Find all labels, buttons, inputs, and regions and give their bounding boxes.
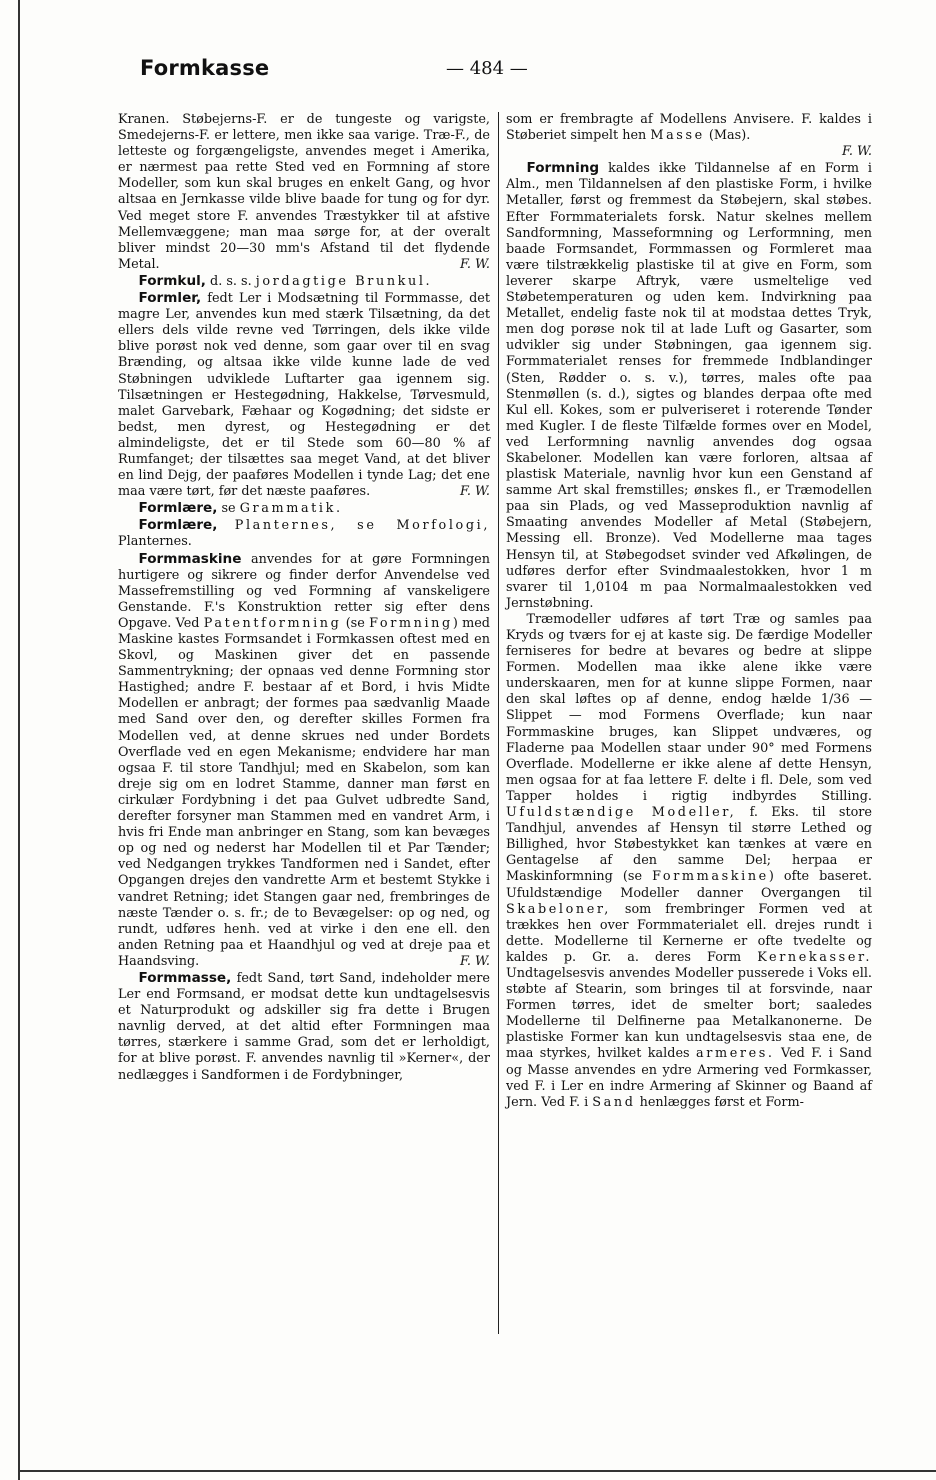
- headword: Formkul,: [138, 272, 206, 289]
- headword: Formlære,: [138, 517, 218, 534]
- entry-text: anvendes for at gøre Formningen hurtigere og sikrere og finder derfor Anvendelse ved Massefremstilling og ved Formning af vanskeligere Genstande. F.'s Konstruktion retter sig efter dens Opgave. Ved: [118, 551, 491, 631]
- entry-text: Ved F. i Sand og Masse anvendes en ydre Armering ved Formkasser, ved F. i Ler en indre Armering af Skinner og Baand af Jern. Ved F. i: [506, 1046, 872, 1110]
- entry-text: kaldes ikke Tildannelse af en Form i Alm., men Tildannelsen af den plastiske Form, i hvilke Metaller, først og fremmest da Støbejern, skal støbes. Efter Formmaterialets forsk. Natur skelnes mellem Sandformning, Masseformning og Lerformning, men baade Formsandet, Formmassen og Formleret maa være tilstrækkelig plastiske til at give en Form, som leverer skarpe Aftryk, være usmeltelige ved Støbetemperaturen og uden kem. Indvirkning paa Metallet, endelig faste nok til at modstaa dettes Tryk, men dog porøse nok til at lade Luft og Gasarter, som udvikler sig under Støbningen, gaa igennem sig. Formmaterialet renses for fremmede Indblandinger (Sten, Rødder o. s. v.), tørres, males ofte paa Stenmøllen (s. d.), sigtes og blandes derpaa ofte med Kul ell. Kokes, som er pulveriseret i roterende Tønder med Kugler. I de fleste Tilfælde formes over en Model, ved Lerformning navnlig anvendes dog ogsaa Skabeloner. Modellen kan være forloren, altsaa af plastisk Materiale, navnlig hvor kun een Genstand af samme Art skal fremstilles; ønskes fl., er Træmodellen paa sin Plads, og ved Masseproduktion navnlig af Smaating anvendes Modeller af Metal (Støbejern, Messing ell. Bronze). Ved Modellerne maa tages Hensyn til, at Støbegodset svinder ved Afkølingen, de udføres derfor efter Svindmaalestokken, hvor 1 m svarer til 1,0104 m paa Normalmaalestokken ved Jernstøbning.: [506, 161, 872, 611]
- entry-text: Kranen. Støbejerns-F. er de tungeste og varigste, Smedejerns-F. er lettere, men ikke saa varige. Træ-F., de letteste og forgængeligste, anvendes meget i Amerika, er nærmest paa rette Sted ved en Formning af store Modeller, som kun skal bruges en enkelt Gang, og hvor altsaa en Jernkasse vilde blive baade for tung og for dyr. Ved meget store F. anvendes Træstykker til at afstive Mellemvæggene; man maa sørge for, at der overalt bliver mindst 20—30 mm's Afstand til det flydende Metal.: [118, 112, 490, 272]
- cross-reference: Formning: [369, 615, 453, 631]
- entry-formning: [506, 160, 872, 612]
- cross-reference: Patentformning: [203, 615, 342, 631]
- entry-formkul: [118, 273, 490, 290]
- headword: Formmaskine: [138, 550, 242, 567]
- entry-text: ) med Maskine kastes Formsandet i Formkassen oftest med en Skovl, og Maskinen giver det en passende Sammentrykning; der opnaas ved denne Formning stor Hastighed; andre F. bestaar af et Bord, i hvis Midte Modellen er anbragt; der formes paa sædvanlig Maade med Sand over den, og derefter skilles Formen fra Modellen ved, at denne skrues ned under Bordets Overflade ved en egen Mekanisme; endvidere har man ogsaa F. til store Tandhjul; med en Skabelon, som kan dreje sig om en lodret Stamme, danner man først en cirkulær Fordybning i det paa Gulvet udbredte Sand, derefter forsyner man Stammen med en vandret Arm, i hvis fri Ende man anbringer en Stang, som kan bevæges op og ned og nederst har Modellen til et Par Tænder; ved Nedgangen trykkes Tandformen ned i Sandet, efter Opgangen drejes den vandrette Arm et bestemt Stykke i vandret Retning; idet Stangen gaar ned, frembringes de næste Tænder o. s. fr.; de to Bevægelser: op og ned, og rundt, udføres henh. ved at virke i den ene ell. den anden Retning paa et Haandhjul og ved at dreje paa et Haandsving.: [118, 615, 490, 969]
- entry-formmaskine: [118, 551, 490, 970]
- author-signature: F. W.: [459, 484, 490, 500]
- entry-text: fedt Sand, tørt Sand, indeholder mere Ler end Formsand, er modsat dette kun undtagelsesvis et Naturprodukt og adskiller sig fra dette i Brugen navnlig derved, at det altid efter Formningen maa tørres, stærkere i samme Grad, som det er lerholdigt, for at blive porøst. F. anvendes navnlig til »Kerner«, der nedlægges i Sandformen i de Fordybninger,: [118, 970, 490, 1083]
- entry-formler: [118, 290, 490, 500]
- entry-text: ) ofte baseret. Ufuldstændige Modeller danner Overgangen til: [506, 869, 872, 901]
- cross-reference: Sand: [592, 1094, 636, 1110]
- cross-reference: jordagtige Brunkul.: [255, 273, 433, 289]
- headword: Formlære,: [138, 500, 218, 517]
- entry-text: (Mas).: [708, 128, 751, 144]
- entry-formlaere-planternes: [118, 517, 490, 550]
- page-frame-bottom: [18, 1470, 936, 1472]
- cross-reference: Formmaskine: [652, 869, 769, 885]
- entry-text: Planternes.: [118, 534, 192, 550]
- entry-text: f. Eks. til store Tandhjul, anvendes af Hensyn til større Lethed og Billighed, hvor Støbestykket kan tænkes at være en Gentagelse af den samme Del; herpaa er Maskinformning (se: [506, 805, 872, 885]
- cross-reference: Grammatik.: [239, 501, 343, 517]
- author-signature: F. W.: [459, 953, 490, 969]
- entry-formning-traemodeller: [506, 612, 872, 1111]
- entry-text: henlægges først et Form-: [639, 1094, 804, 1110]
- running-title: Formkasse: [140, 56, 270, 80]
- running-header: [0, 50, 936, 90]
- cross-reference: Ufuldstændige Modeller,: [506, 805, 737, 821]
- page-frame-left: [18, 0, 20, 1480]
- entry-text: se: [221, 501, 236, 517]
- author-signature: F. W.: [459, 256, 490, 272]
- cross-reference: Planternes, se Morfologi,: [234, 518, 490, 534]
- entry-text: som frembringer Formen ved at trækkes hen over Formmaterialet ell. drejes rundt i dette. Modellerne til Kernerne er ofte tvedelte og kaldes p. Gr. a. deres Form: [506, 901, 872, 965]
- headword: Formning: [526, 160, 600, 177]
- entry-formkasse-continued: [118, 112, 490, 273]
- entry-text: som er frembragte af Modellens Anvisere. F. kaldes i Støberiet simpelt hen: [506, 112, 872, 144]
- author-signature: F. W.: [841, 144, 872, 160]
- entry-formmasse: [118, 970, 490, 1084]
- left-column: [118, 112, 490, 1084]
- entry-text: d. s. s.: [210, 273, 252, 289]
- column-rule: [498, 112, 499, 1334]
- headword: Formmasse,: [138, 969, 232, 986]
- cross-reference: armeres.: [696, 1046, 775, 1062]
- cross-reference: Kernekasser.: [757, 949, 872, 965]
- page-number: — 484 —: [446, 58, 528, 79]
- cross-reference: Masse: [650, 128, 705, 144]
- entry-text: (se: [345, 615, 365, 631]
- headword: Formler,: [138, 290, 202, 307]
- entry-text: Træmodeller udføres af tørt Træ og samles paa Kryds og tværs for ej at kaste sig. De færdige Modeller ferniseres for bedre at bevares og bedre at slippe Formen. Modellen maa ikke alene ikke være underskaaren, men for at kunne slippe Formen, naar den skal løftes op af denne, endog hælde 1/36 — Slippet — mod Formens Overflade; kun naar Formmaskine bruges, kan Slippet undværes, og Fladerne paa Modellen staar under 90° med Formens Overflade. Modellerne er ikke alene af dette Hensyn, men ogsaa for at faa lettere F. delte i fl. Dele, som ved Tapper holdes i rigtig indbyrdes Stilling.: [506, 611, 872, 804]
- entry-formlaere-grammatik: [118, 500, 490, 517]
- right-column: [506, 112, 872, 1111]
- cross-reference: Skabeloner,: [506, 901, 611, 917]
- entry-text: Undtagelsesvis anvendes Modeller pusserede i Voks ell. støbte af Stearin, som bringes til at forsvinde, naar Formen tørres, idet de smelter bort; saaledes Modellerne til Delfinerne paa Metalkanonerne. De plastiske Former kan kun undtagelsesvis staa ene, de maa styrkes, hvilket kaldes: [506, 965, 872, 1062]
- entry-text: fedt Ler i Modsætning til Formmasse, det magre Ler, anvendes kun med stærk Tilsætning, da det ellers dels vilde revne ved Tørringen, dels ikke vilde blive porøst nok ved denne, som gaar over til en svag Brænding, og altsaa ikke vilde kunne lade de ved Støbningen udviklede Luftarter gaa igennem sig. Tilsætningen er Hestegødning, Hakkelse, Tørvesmuld, malet Garvebark, Fæhaar og Kogødning; det sidste er bedst, men dyrest, og Hestegødning er det almindeligste, det er til Stede som 60—80 % af Rumfanget; der tilsættes saa meget Vand, at det bliver en lind Dejg, der paaføres Modellen i tynde Lag; det ene maa være tørt, før det næste paaføres.: [118, 291, 490, 500]
- entry-formmasse-continued: [506, 112, 872, 144]
